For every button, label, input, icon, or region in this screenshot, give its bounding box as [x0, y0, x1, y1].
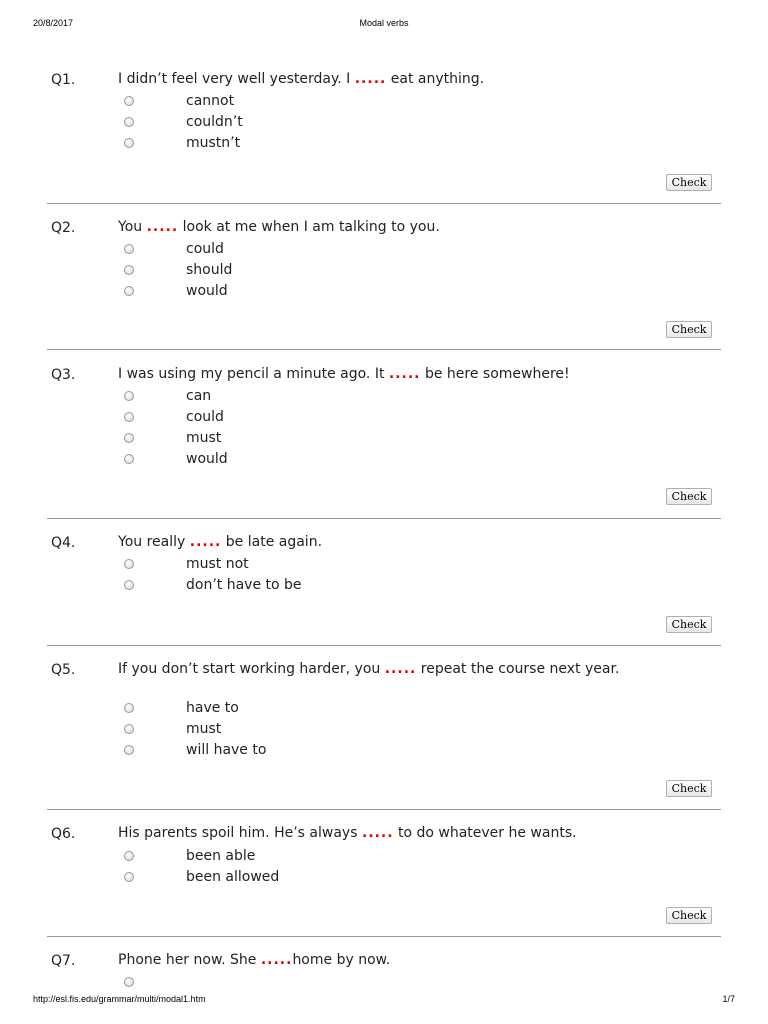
- question-number: Q7.: [51, 953, 76, 969]
- option-label: must not: [186, 556, 249, 572]
- blank-marker: .....: [146, 219, 179, 235]
- radio-button[interactable]: [124, 117, 134, 127]
- answer-option[interactable]: [0, 555, 400, 576]
- answer-option[interactable]: [0, 113, 400, 134]
- page-header: [0, 18, 768, 32]
- option-label: must: [186, 430, 222, 446]
- blank-marker: .....: [361, 825, 394, 841]
- question-divider: [47, 203, 721, 204]
- radio-button[interactable]: [124, 872, 134, 882]
- blank-marker: .....: [189, 534, 222, 550]
- answer-option[interactable]: [0, 741, 400, 762]
- radio-button[interactable]: [124, 454, 134, 464]
- check-button[interactable]: Check: [666, 907, 712, 924]
- option-label: can: [186, 388, 212, 404]
- print-date: 20/8/2017: [33, 18, 74, 28]
- question-text: I was using my pencil a minute ago. It ..... be here somewhere!: [118, 366, 570, 382]
- question-text: Phone her now. She .....home by now.: [118, 952, 391, 968]
- radio-button[interactable]: [124, 412, 134, 422]
- radio-button[interactable]: [124, 703, 134, 713]
- option-label: could: [186, 241, 224, 257]
- blank-marker: .....: [384, 661, 417, 677]
- question-number: Q4.: [51, 535, 76, 551]
- radio-button[interactable]: [124, 138, 134, 148]
- option-label: mustn’t: [186, 135, 241, 151]
- answer-option[interactable]: [0, 868, 400, 889]
- option-label: don’t have to be: [186, 577, 302, 593]
- page-number: 1/7: [722, 994, 735, 1004]
- answer-option[interactable]: [0, 973, 400, 994]
- radio-button[interactable]: [124, 391, 134, 401]
- answer-option[interactable]: [0, 261, 400, 282]
- answer-option[interactable]: [0, 134, 400, 155]
- blank-marker: .....: [354, 71, 387, 87]
- answer-option[interactable]: [0, 92, 400, 113]
- radio-button[interactable]: [124, 244, 134, 254]
- question-number: Q1.: [51, 72, 76, 88]
- option-label: would: [186, 451, 228, 467]
- answer-option[interactable]: [0, 847, 400, 868]
- radio-button[interactable]: [124, 559, 134, 569]
- question-number: Q2.: [51, 220, 76, 236]
- answer-option[interactable]: [0, 720, 400, 741]
- option-label: should: [186, 262, 233, 278]
- radio-button[interactable]: [124, 580, 134, 590]
- blank-marker: .....: [260, 952, 293, 968]
- page-footer: [0, 994, 768, 1008]
- question-text: You ..... look at me when I am talking to you.: [118, 219, 440, 235]
- radio-button[interactable]: [124, 977, 134, 987]
- answer-option[interactable]: [0, 429, 400, 450]
- question-text: If you don’t start working harder, you ..... repeat the course next year.: [118, 661, 620, 677]
- option-label: been able: [186, 848, 256, 864]
- page-url: http://esl.fis.edu/grammar/multi/modal1.htm: [33, 994, 206, 1004]
- question-divider: [47, 349, 721, 350]
- question-text: His parents spoil him. He’s always ..... to do whatever he wants.: [118, 825, 577, 841]
- question-number: Q6.: [51, 826, 76, 842]
- radio-button[interactable]: [124, 265, 134, 275]
- option-label: must: [186, 721, 222, 737]
- answer-option[interactable]: [0, 387, 400, 408]
- question-text: I didn’t feel very well yesterday. I ..... eat anything.: [118, 71, 485, 87]
- question-divider: [47, 518, 721, 519]
- question-number: Q5.: [51, 662, 76, 678]
- option-label: have to: [186, 700, 239, 716]
- option-label: would: [186, 283, 228, 299]
- option-label: cannot: [186, 93, 235, 109]
- blank-marker: .....: [388, 366, 421, 382]
- check-button[interactable]: Check: [666, 616, 712, 633]
- question-number: Q3.: [51, 367, 76, 383]
- radio-button[interactable]: [124, 286, 134, 296]
- radio-button[interactable]: [124, 851, 134, 861]
- option-label: couldn’t: [186, 114, 243, 130]
- option-label: been allowed: [186, 869, 280, 885]
- answer-option[interactable]: [0, 408, 400, 429]
- check-button[interactable]: Check: [666, 321, 712, 338]
- answer-option[interactable]: [0, 282, 400, 303]
- answer-option[interactable]: [0, 699, 400, 720]
- answer-option[interactable]: [0, 576, 400, 597]
- radio-button[interactable]: [124, 745, 134, 755]
- radio-button[interactable]: [124, 433, 134, 443]
- check-button[interactable]: Check: [666, 780, 712, 797]
- option-label: could: [186, 409, 224, 425]
- question-divider: [47, 645, 721, 646]
- check-button[interactable]: Check: [666, 488, 712, 505]
- radio-button[interactable]: [124, 96, 134, 106]
- answer-option[interactable]: [0, 450, 400, 471]
- answer-option[interactable]: [0, 240, 400, 261]
- option-label: will have to: [186, 742, 267, 758]
- radio-button[interactable]: [124, 724, 134, 734]
- question-divider: [47, 936, 721, 937]
- question-text: You really ..... be late again.: [118, 534, 323, 550]
- question-divider: [47, 809, 721, 810]
- check-button[interactable]: Check: [666, 174, 712, 191]
- page-title: Modal verbs: [359, 18, 409, 28]
